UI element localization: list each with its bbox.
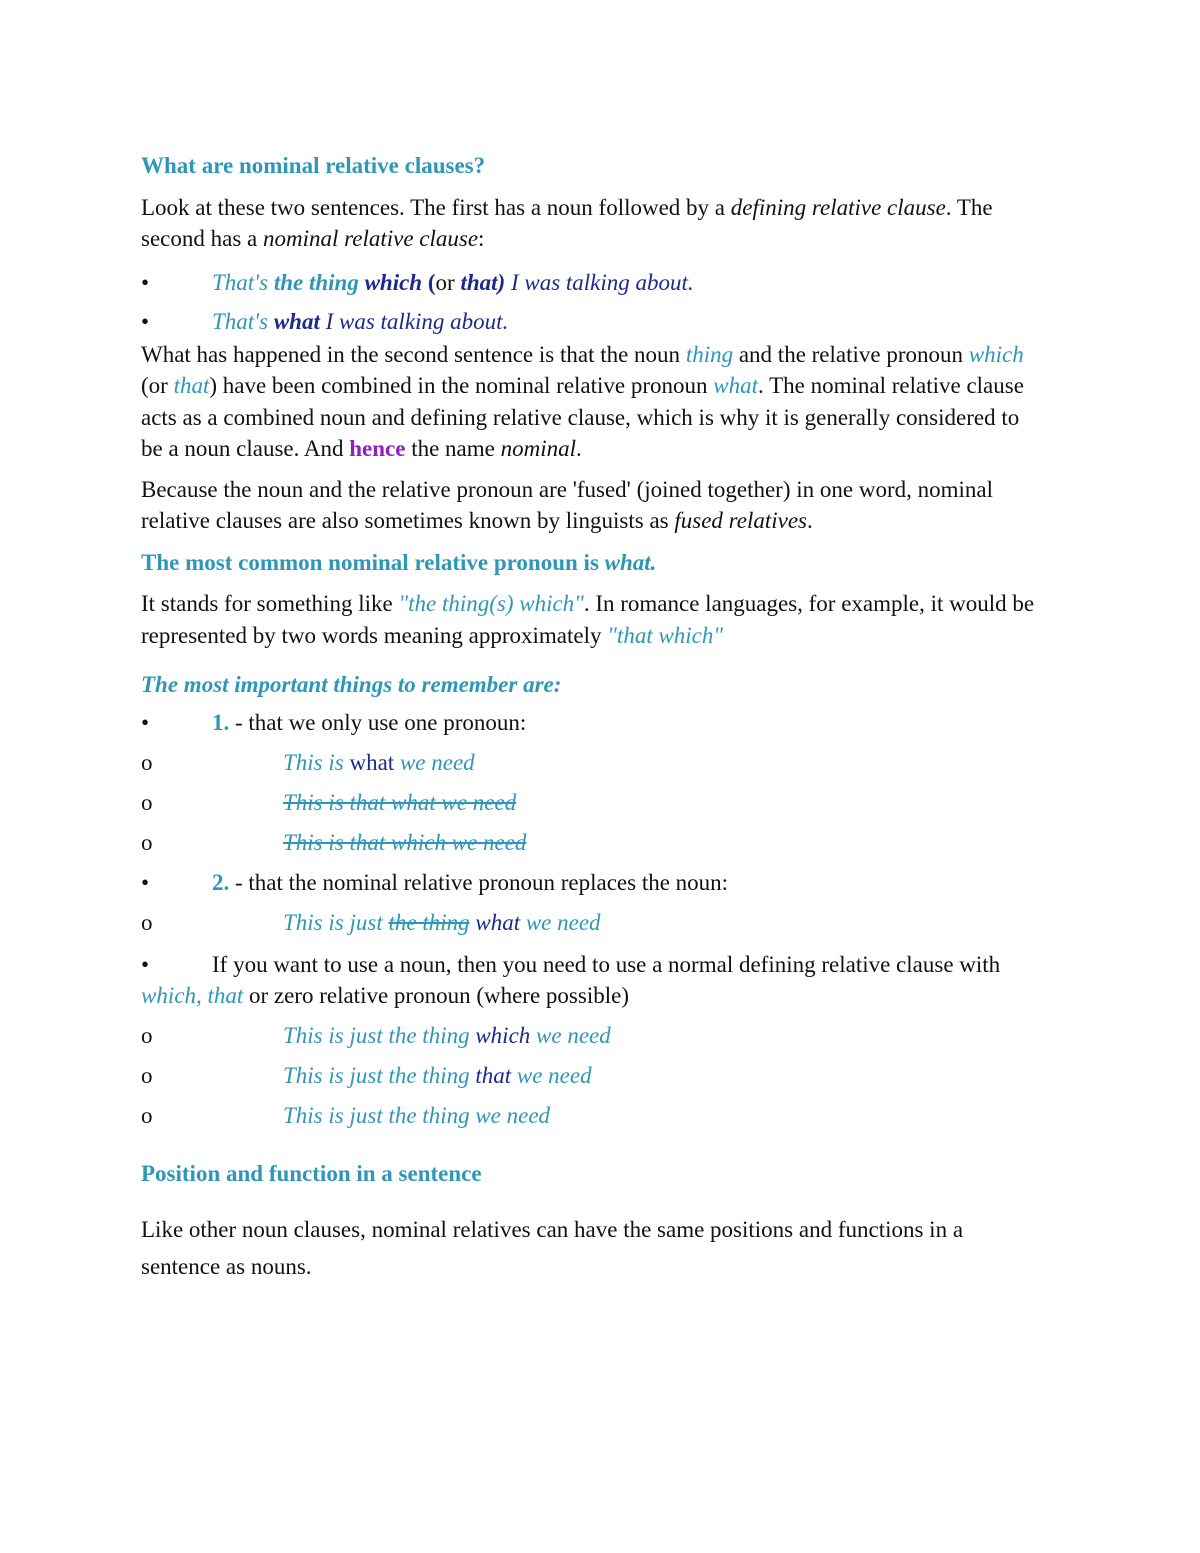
heading-most-common-pronoun: The most common nominal relative pronoun is what. [141,549,657,575]
sub-item: o This is what we need [141,749,475,775]
intro-italic-2: nominal relative clause [263,226,479,251]
sub-item: o This is just the thing we need [141,1102,551,1128]
sub-item: o This is that which we need [141,829,527,855]
intro-text-3: : [478,226,485,251]
intro-text-1: Look at these two sentences. The first has a noun followed by a [141,194,731,220]
bullet: • [141,308,150,334]
romance-languages-paragraph: It stands for something like "the thing(s) which". In romance languages, for example, it would be represented by two words meaning approximately "that which" [141,591,1035,648]
intro-text-2: . The second has a [141,194,993,251]
noun-clauses-paragraph: Like other noun clauses, nominal relatives can have the same positions and functions in a sentence as nouns. [141,1217,964,1279]
heading-things-to-remember: The most important things to remember are: [141,672,562,697]
list-item-1: • 1. - that we only use one pronoun: [141,709,527,735]
example-1: • That's the thing which (or that) I was talking about. [141,263,1041,302]
explanation-paragraph: What has happened in the second sentence is that the noun thing and the relative pronoun which (or that) have been combined in the nominal relative pronoun what. The nominal relative clause acts as a combined noun and defining relative clause, which is why it is generally considered to be a noun clause. And hence the name nominal. [141,341,1024,461]
hence-link[interactable]: hence [349,436,406,461]
example-2: • That's what I was talking about. [141,302,1041,339]
sub-item: o This is just the thing what we need [141,909,601,935]
heading-nominal-relative-clauses: What are nominal relative clauses? [141,153,486,178]
bullet: • [141,269,150,295]
heading-position-and-function: Position and function in a sentence [141,1160,482,1186]
sub-item: o This is just the thing which we need [141,1022,611,1048]
list-item-2: • 2. - that the nominal relative pronoun replaces the noun: [141,869,729,895]
sub-item: o This is that what we need [141,789,517,815]
intro-paragraph [141,192,1041,255]
intro-italic-1: defining relative clause [730,194,946,220]
list-item-3: • If you want to use a noun, then you need to use a normal defining relative clause with which, that or zero relative pronoun (where possible) [141,951,1001,1008]
fused-relatives-paragraph: Because the noun and the relative pronoun are 'fused' (joined together) in one word, nominal relative clauses are also sometimes known by linguists as fused relatives. [141,476,993,533]
sub-item: o This is just the thing that we need [141,1062,592,1088]
document-page [141,150,1041,1285]
